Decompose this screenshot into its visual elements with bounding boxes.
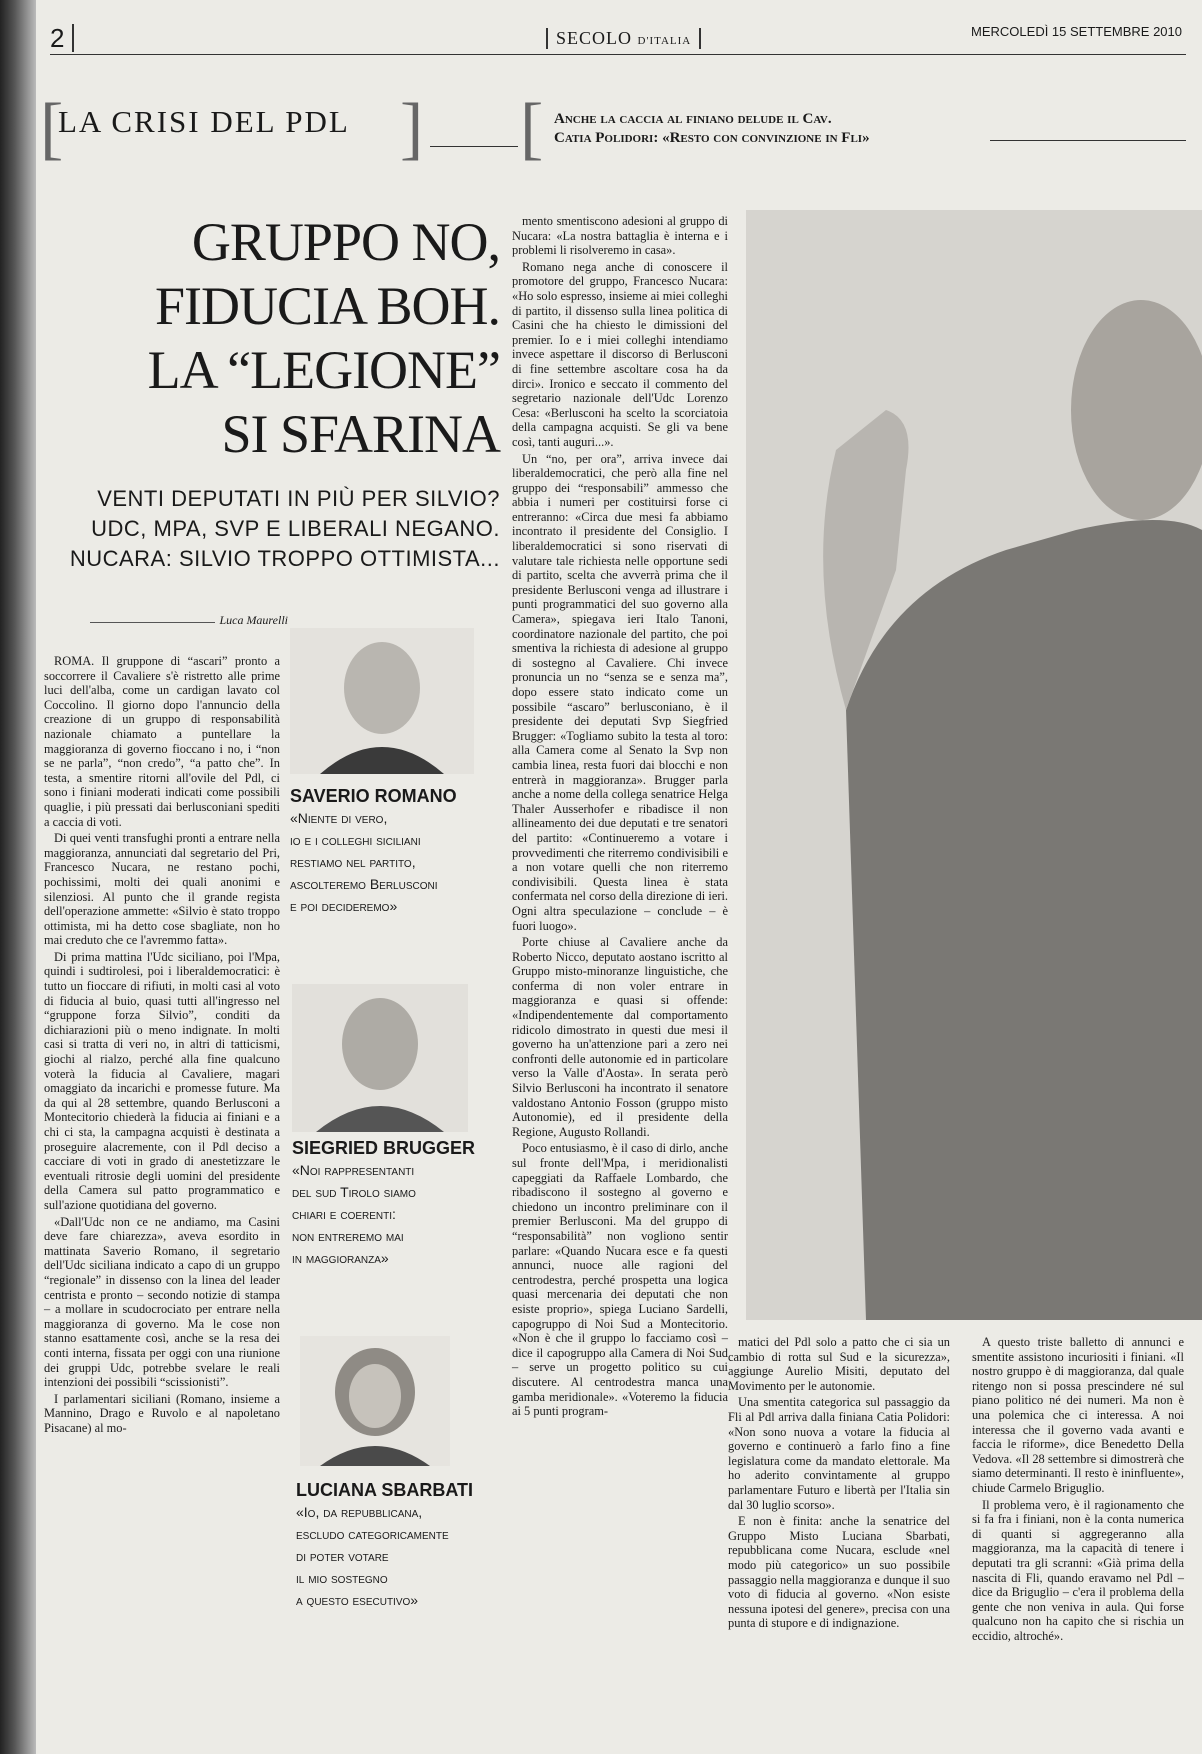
kicker-rule [990,140,1186,141]
quote-box-sbarbati: LUCIANA SBARBATI «Io, da repubblicana, escludo categoricamente di poter votare il mio sostegno a questo esecutivo» [296,1480,473,1608]
headline: GRUPPO NO, FIDUCIA BOH. LA “LEGIONE” SI SFARINA [147,212,500,464]
byline: Luca Maurelli [90,622,280,623]
subheadline: VENTI DEPUTATI IN PIÙ PER SILVIO? UDC, MPA, SVP E LIBERALI NEGANO. NUCARA: SILVIO TROPPO OTTIMISTA... [69,486,500,571]
binding-shadow [0,0,36,1754]
running-header [50,24,1186,55]
issue-date: MERCOLEDÌ 15 SETTEMBRE 2010 [971,24,1182,39]
section-title: LA CRISI DEL PDL [58,104,350,139]
kicker: Anche la caccia al finiano delude il Cav. Catia Polidori: «Resto con convinzione in Fli» [554,111,870,146]
page-number: 2 [50,24,74,52]
bracket-left: [ [40,90,64,167]
article-column-1: ROMA. Il gruppone di “ascari” pronto a soccorrere il Cavaliere s'è ristretto alle prime luci dell'alba, come un cardigan lavato col Coccolino. Il giorno dopo l'annuncio della creazione di un gruppo di responsabilità nazionale chiamato a puntellare la maggioranza di governo fioccano i no, i “non se ne parla”, “non credo”, “a patto che”. In testa, a smentire ritorni all'ovile del Pdl, ci sono i finiani moderati indicati come possibili quaglie, i più pressati dai berlusconiani spediti a caccia di voti. Di quei venti transfughi pronti a entrare nella maggioranza, annunciati dal segretario del Pri, Francesco Nucara, ne restano pochi, pochissimi, molti dei quali anonimi e silenziosi. Al punto che il grande regista dell'operazione ammette: «Silvio è stato troppo ottimista, mi ha detto cose sbagliate, non ho mai creduto che ce l'avremmo fatta». Di prima mattina l'Udc siciliano, poi l'Mpa, quindi i sudtirolesi, poi i liberaldemocratici: è tutto un fioccare di rifiuti, in molti casi al voto di fiducia al buio, quasi tutti all'ingresso nel “gruppone forza Silvio”, conditi da dichiarazioni più o meno indignate. In molti casi si tratta di veri no, in altri di tatticismi, giochi al rialzo, perché alla fine qualcuno voterà la fiducia al Cavaliere, magari omaggiato da incarichi e promesse future. Ma da qui al 28 settembre, quando Berlusconi a Montecitorio chiederà la fiducia ai finiani e a chi ci sta, la campagna acquisti è destinata a proseguire alacremente, con il Pdl deciso a cacciare di voti in grado di anestetizzare le eventuali ritrosie degli uomini del presidente della Camera sul patto programmatico e sull'azione quotidiana del governo. «Dall'Udc non ce ne andiamo, ma Casini deve fare chiarezza», aveva esordito in mattinata Saverio Romano, il segretario dell'Udc siciliana indicato a capo di un gruppo “regionale” in dissenso con la linea del leader centrista e pronto – secondo notizie di stampa – a mollare in scudocrociato per entrare nella maggioranza di governo. Ma le cose non stanno esattamente così, anche se la resa dei conti interna, fissata per oggi con una riunione dei gruppi Udc, potrebbe svelare le reali intenzioni dei possibili “scissionisti”. I parlamentari siciliani (Romano, insieme a Mannino, Drago e Ruvolo e al napoletano Pisacane) al mo- [44,654,280,1435]
bracket-kicker: [ [520,90,544,167]
bracket-right: ] [400,90,424,167]
quote-box-romano: SAVERIO ROMANO «Niente di vero, io e i colleghi siciliani restiamo nel partito, ascolteremo Berlusconi e poi decideremo» [290,786,457,914]
newspaper-name: SECOLO D'ITALIA [546,28,701,49]
main-photo-berlusconi [746,210,1202,1320]
quote-box-brugger: SIEGRIED BRUGGER «Noi rappresentanti del sud Tirolo siamo chiari e coerenti: non entreremo mai in maggioranza» [292,1138,476,1266]
portrait-saverio-romano [290,628,474,774]
portrait-siegried-brugger [292,984,468,1132]
article-column-3: matici del Pdl solo a patto che ci sia un cambio di rotta sul Sud e la sicurezza», aggiunge Aurelio Misiti, deputato del Movimento per le autonomie. Una smentita categorica sul passaggio da Fli al Pdl arriva dalla finiana Catia Polidori: «Non sono nuova a votare la fiducia al governo e continuerò a farlo fino a fine legislatura come da mandato elettorale. Ma ho aderito convintamente al gruppo parlamentare Futuro e libertà per l'Italia sin dal 30 luglio scorso». E non è finita: anche la senatrice del Gruppo Misto Luciana Sbarbati, repubblicana come Nucara, esclude «nel modo più categorico» un suo possibile passaggio nella maggioranza e dunque il suo voto di fiducia al governo. «Non esiste nessuna ipotesi del genere», precisa con una punta di stupore e di indignazione. [728,1335,950,1631]
section-rule [430,146,518,147]
portrait-luciana-sbarbati [300,1336,450,1466]
article-column-4: A questo triste balletto di annunci e smentite assistono incuriositi i finiani. «Il nostro gruppo è di maggioranza, dal quale ritengo non si possa prescindere né sul piano politico né dei numeri. Ma non è una polemica che ci interessa. A noi interessa che il governo vada avanti e faccia le riforme», dice Benedetto Della Vedova. «Il 28 settembre si dimostrerà che siamo determinanti. Il resto è ininfluente», chiude Carmelo Briguglio. Il problema vero, è il ragionamento che si fa fra i finiani, non è la conta numerica di quanti si aggregeranno alla maggioranza, ma la capacità di tenere i deputati tra gli scranni: «Già prima della nascita di Fli, quando eravamo nel Pdl – dice da Briguglio – c'era il problema della gente che non veniva in aula. Qui forse qualcuno non ha capito che si rischia un eccidio, altroché». [972,1335,1184,1643]
article-column-2: mento smentiscono adesioni al gruppo di Nucara: «La nostra battaglia è interna e i problemi li risolveremo in casa». Romano nega anche di conoscere il promotore del gruppo, Francesco Nucara: «Ho solo espresso, insieme ai miei colleghi di partito, il dissenso sulla linea politica di Casini che ha chiesto le dimissioni del premier. Io e i miei colleghi intendiamo invece aspettare il discorso di Berlusconi di fine settembre ascoltare cosa ha da dirci». Ironico e seccato il commento del segretario nazionale dell'Udc Lorenzo Cesa: «Berlusconi ha scelto la scorciatoia della campagna acquisti. Se gli va bene così, tanti auguri...». Un “no, per ora”, arriva invece dai liberaldemocratici, che però alla fine nel gruppo dei “responsabili” ammesso che abbia i numeri per costituirsi forse ci entreranno: «Circa due mesi fa abbiamo incontrato il presidente del Consiglio. I liberaldemocratici si sono riservati di valutare tale richiesta nelle opportune sedi di partito, scelta che avverrà prima che il presidente Berlusconi venga ad illustrare i punti programmatici del suo governo alla Camera», spiegava ieri Italo Tanoni, coordinatore nazionale del partito, che poi smentiva la richiesta di adesione al gruppo di sostegno al Cavaliere. Chi invece pronuncia un no “senza se e senza ma”, dopo essere stato indicato come un possibile “ascaro” berlusconiano, è il presidente dei deputati Svp Siegfried Brugger: «Togliamo subito la testa al toro: alla Camera come al Senato la Svp non cambia linea, resta fuori dai blocchi e non entrerà in maggioranza». Brugger parla anche a nome della collega senatrice Helga Thaler Ausserhofer e ribadisce il non allineamento dei due deputati e tre senatori del partito: «Continueremo a votare i provvedimenti che riterremo condivisibili e a non votare quelli che non riterremo condivisibili. Questa linea è stata confermata nel corso della direzione di ieri. Ogni altra speculazione – conclude – è fuori luogo». Porte chiuse al Cavaliere anche da Roberto Nicco, deputato aostano iscritto al Gruppo misto-minoranze linguistiche, che conferma di non voler entrare in maggioranza e quasi si offende: «Indipendentemente dal comportamento ridicolo dimostrato in questi due mesi il governo ha un'attenzione pari a zero nei confronti delle autonomie ed in particolare verso la Valle d'Aosta». In serata però Silvio Berlusconi ha incontrato il senatore valdostano Antonio Fosson (gruppo misto Autonomie), ed il presidente della Regione, Augusto Rollandi. Poco entusiasmo, è il caso di dirlo, anche sul fronte dell'Mpa, i meridionalisti capeggiati da Raffaele Lombardo, che ribadiscono il sostegno al governo e chiedono un incontro preliminare con il premier Berlusconi. Ma del gruppo di “responsabilità” non vogliono sentir parlare: «Quando Nucara esce e fa questi annunci, nuoce alle ragioni del centrodestra, perché prospetta una logica quasi mercenaria dei deputati che non esiste proprio», spiega Luciano Sardelli, capogruppo di Noi Sud a Montecitorio. «Non è che il gruppo lo facciamo così – dice il capogruppo alla Camera di Noi Sud – serve un progetto politico su cui discutere. Al centrodestra manca una gamba meridionale». «Voteremo la fiducia ai 5 punti program- [512,214,728,1419]
